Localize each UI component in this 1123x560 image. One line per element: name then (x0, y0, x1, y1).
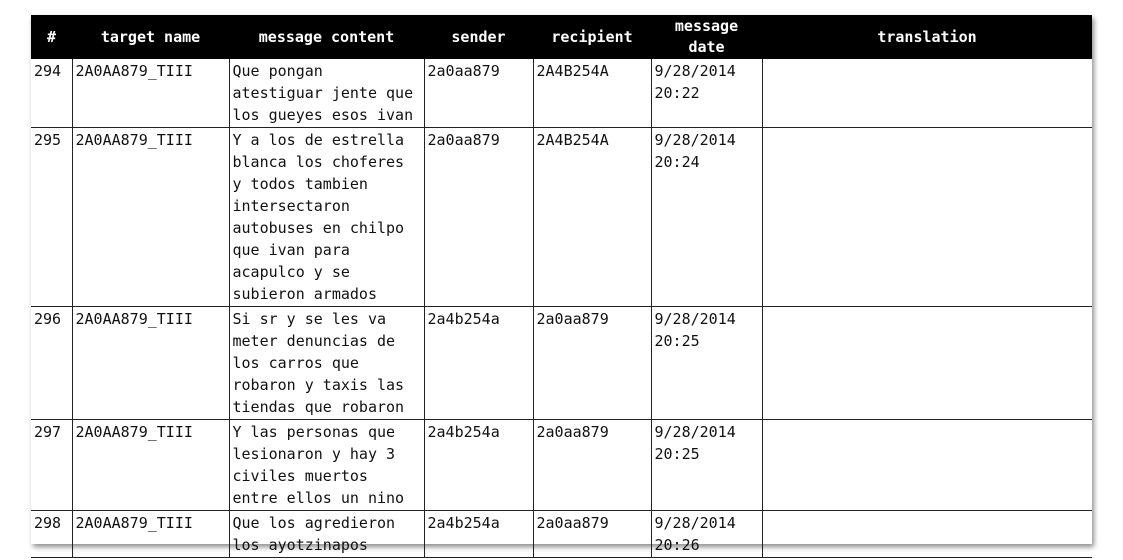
cell-message-content: Y las personas que lesionaron y hay 3 civiles muertos entre ellos un nino (229, 420, 424, 511)
cell-sender: 2a0aa879 (424, 59, 533, 128)
cell-message-date: 9/28/2014 20:22 (651, 59, 762, 128)
cell-recipient: 2A4B254A (533, 59, 651, 128)
cell-translation (762, 128, 1092, 307)
header-translation: translation (762, 15, 1092, 59)
cell-message-content: Y a los de estrella blanca los choferes y todos tambien intersectaron autobuses en chilpo que ivan para acapulco y se subieron armados (229, 128, 424, 307)
cell-message-content: Si sr y se les va meter denuncias de los carros que robaron y taxis las tiendas que robaron (229, 307, 424, 420)
header-number: # (31, 15, 72, 59)
cell-target-name: 2A0AA879_TIII (72, 420, 229, 511)
cell-message-date: 9/28/2014 20:26 (651, 511, 762, 558)
cell-sender: 2a4b254a (424, 307, 533, 420)
cell-translation (762, 511, 1092, 558)
table-body (31, 59, 1092, 558)
cell-number: 298 (31, 511, 72, 558)
cell-number: 297 (31, 420, 72, 511)
table-row (31, 511, 1092, 558)
cell-message-date: 9/28/2014 20:25 (651, 307, 762, 420)
header-target-name: target name (72, 15, 229, 59)
table-row (31, 420, 1092, 511)
cell-target-name: 2A0AA879_TIII (72, 307, 229, 420)
cell-recipient: 2a0aa879 (533, 511, 651, 558)
header-recipient: recipient (533, 15, 651, 59)
cell-message-date: 9/28/2014 20:24 (651, 128, 762, 307)
header-row (31, 15, 1092, 59)
cell-sender: 2a4b254a (424, 511, 533, 558)
table-row (31, 307, 1092, 420)
cell-recipient: 2a0aa879 (533, 420, 651, 511)
messages-table (31, 15, 1092, 558)
cell-number: 296 (31, 307, 72, 420)
document-sheet (31, 15, 1092, 554)
cell-target-name: 2A0AA879_TIII (72, 59, 229, 128)
cell-translation (762, 420, 1092, 511)
table-row (31, 59, 1092, 128)
cell-sender: 2a4b254a (424, 420, 533, 511)
cell-recipient: 2a0aa879 (533, 307, 651, 420)
table-header (31, 15, 1092, 59)
header-message-date: message date (651, 15, 762, 59)
cell-number: 294 (31, 59, 72, 128)
cell-recipient: 2A4B254A (533, 128, 651, 307)
cell-number: 295 (31, 128, 72, 307)
cell-message-content: Que los agredieron los ayotzinapos (229, 511, 424, 558)
cell-message-content: Que pongan atestiguar jente que los gueyes esos ivan (229, 59, 424, 128)
cell-translation (762, 307, 1092, 420)
cell-translation (762, 59, 1092, 128)
table-row (31, 128, 1092, 307)
cell-target-name: 2A0AA879_TIII (72, 511, 229, 558)
header-message-content: message content (229, 15, 424, 59)
cell-target-name: 2A0AA879_TIII (72, 128, 229, 307)
cell-message-date: 9/28/2014 20:25 (651, 420, 762, 511)
header-sender: sender (424, 15, 533, 59)
cell-sender: 2a0aa879 (424, 128, 533, 307)
